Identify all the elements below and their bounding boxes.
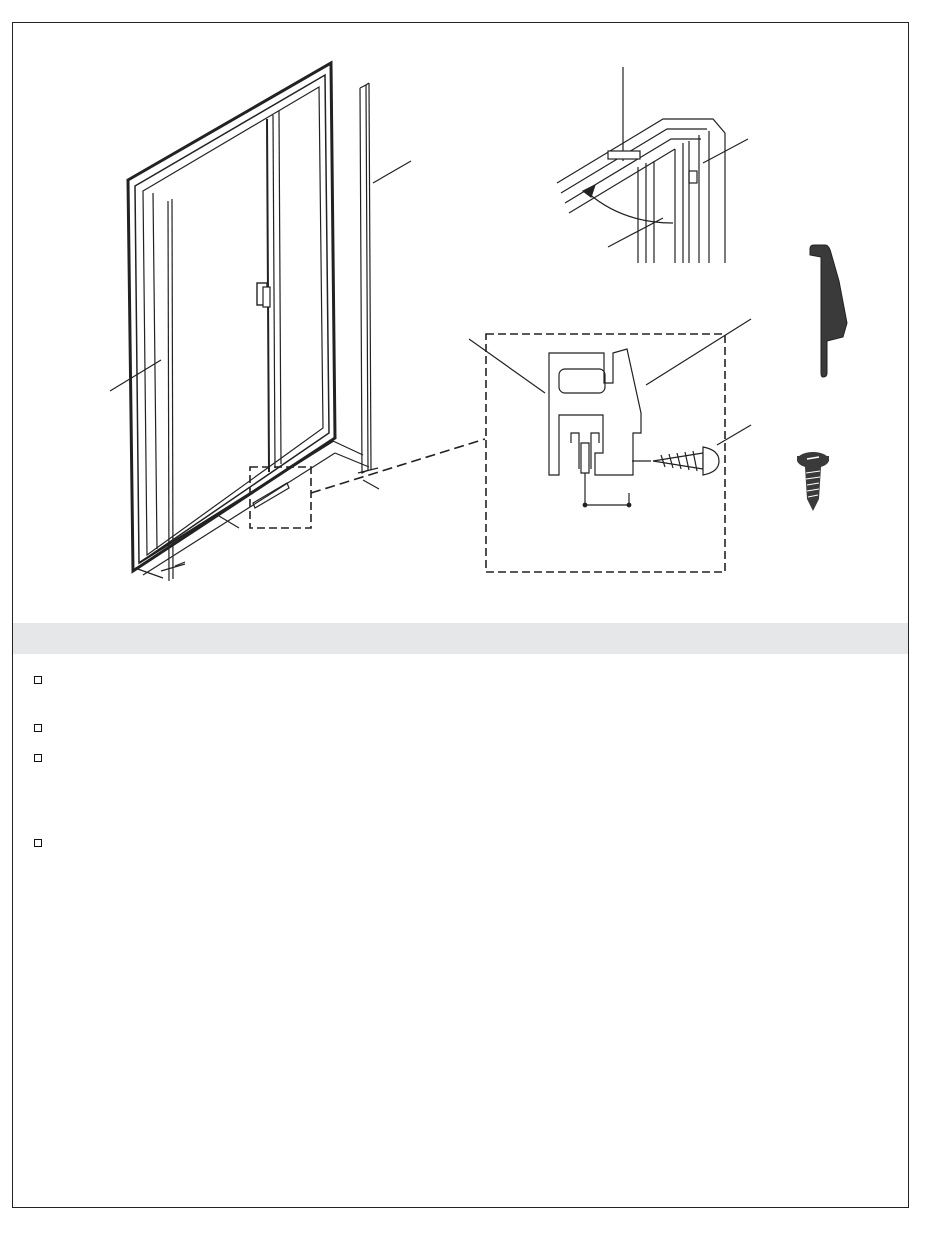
seal-profile-icon [810,245,847,377]
checkbox-icon[interactable] [34,676,42,684]
checkbox-icon[interactable] [34,724,42,732]
magnified-section [469,319,751,572]
screw-icon [797,452,829,511]
checkbox-icon[interactable] [34,839,42,847]
page-frame [12,22,909,1208]
screw-side-view [632,447,719,475]
illustration-svg [13,23,910,623]
step-item [34,676,876,684]
installation-illustration [13,23,910,623]
door-assembly [110,63,485,581]
corner-detail [557,67,748,263]
step-item [34,839,876,847]
step-item [34,724,876,732]
section-header-band [13,623,908,654]
checkbox-icon[interactable] [34,754,42,762]
step-item [34,754,876,762]
